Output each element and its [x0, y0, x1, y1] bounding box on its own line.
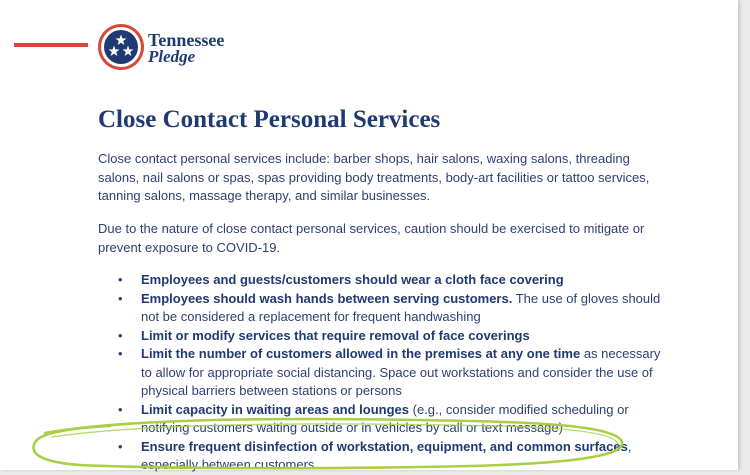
bullet-icon: •	[118, 401, 123, 417]
list-item-bold: Limit the number of customers allowed in the premises at any one time	[141, 346, 581, 361]
list-item	[98, 290, 668, 327]
red-accent-bar	[14, 43, 88, 47]
list-item-text: (e.g., consider modified scheduling or notifying customers waiting outside or in vehicles by call or text message)	[141, 401, 629, 435]
tennessee-logo-icon	[98, 24, 144, 70]
brand-name: Tennessee	[148, 30, 225, 50]
bullet-icon: •	[118, 272, 123, 287]
list-item	[98, 438, 668, 475]
list-item	[98, 327, 668, 346]
bullet-icon: •	[118, 346, 123, 361]
list-item-text: as necessary to allow for appropriate social distancing. Space out workstations and consider the use of physical barriers between stations or persons	[141, 346, 661, 398]
bullet-icon: •	[118, 290, 123, 306]
list-item-bold: Ensure frequent disinfection of workstation, equipment, and common surfaces	[141, 438, 628, 454]
list-item-bold: Employees and guests/customers should wear a cloth face covering	[141, 272, 564, 287]
list-item	[98, 401, 668, 438]
list-item	[98, 271, 668, 290]
list-item-text: , especially between customers	[141, 438, 632, 472]
list-item	[98, 345, 668, 401]
list-item-text: The use of gloves should not be considered a replacement for frequent handwashing	[141, 290, 661, 324]
list-item-bold: Limit capacity in waiting areas and lounges	[141, 401, 410, 417]
list-item-bold: Employees should wash hands between serving customers.	[141, 290, 513, 306]
brand-subname: Pledge	[148, 47, 196, 66]
intro-paragraph: Close contact personal services include: barber shops, hair salons, waxing salons, threading salons, nail salons or spas, spas providing body treatments, body-art facilities or tattoo services, tanning salons, massage therapy, and similar businesses.	[98, 151, 650, 203]
page-title: Close Contact Personal Services	[98, 106, 441, 133]
guidelines-list	[98, 271, 668, 475]
bullet-icon: •	[118, 438, 123, 454]
bullet-icon: •	[118, 327, 123, 343]
list-item-bold: Limit or modify services that require removal of face coverings	[141, 327, 530, 343]
three-stars-icon	[104, 30, 138, 64]
caution-paragraph: Due to the nature of close contact personal services, caution should be exercised to mitigate or prevent exposure to COVID-19.	[98, 221, 645, 255]
